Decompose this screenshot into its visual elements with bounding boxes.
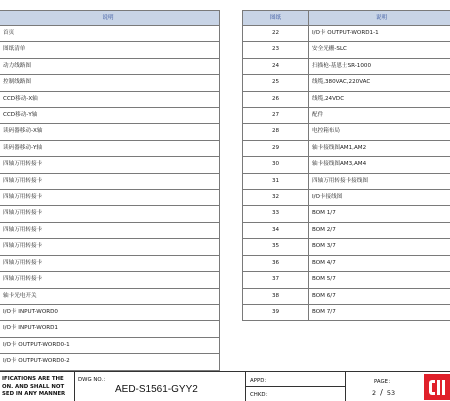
- right-row-drawing-number: 23: [243, 42, 309, 58]
- company-logo-icon: [424, 374, 450, 400]
- dwg-number-value: AED-S1561-GYY2: [115, 384, 198, 395]
- right-row-drawing-number: 27: [243, 108, 309, 124]
- right-row-description: 轴卡接线图AM1,AM2: [309, 140, 450, 156]
- right-table-row: [243, 108, 450, 124]
- right-header-drawing: 图纸: [243, 11, 309, 26]
- left-row-description: CCD移动-Y轴: [0, 108, 220, 124]
- disclaimer-text: [2, 376, 65, 399]
- right-row-description: 轴卡接线图AM3,AM4: [309, 157, 450, 173]
- right-row-description: I/O卡 OUTPUT-WORD1-1: [309, 26, 450, 42]
- left-row-description: 四轴万用转接卡: [0, 272, 220, 288]
- left-table-row: [0, 157, 220, 173]
- right-table-row: [243, 173, 450, 189]
- left-row-description: 四轴万用转接卡: [0, 239, 220, 255]
- right-table-row: [243, 222, 450, 238]
- right-row-description: 四轴万用转接卡接线图: [309, 173, 450, 189]
- left-table-row: [0, 173, 220, 189]
- right-table-row: [243, 58, 450, 74]
- right-table-row: [243, 124, 450, 140]
- right-row-drawing-number: 30: [243, 157, 309, 173]
- left-table-row: [0, 206, 220, 222]
- left-row-description: 四轴万用转接卡: [0, 222, 220, 238]
- left-row-description: I/O卡 INPUT-WORD0: [0, 304, 220, 320]
- right-row-drawing-number: 32: [243, 190, 309, 206]
- right-row-drawing-number: 31: [243, 173, 309, 189]
- right-row-description: BOM 2/7: [309, 222, 450, 238]
- right-row-drawing-number: 39: [243, 304, 309, 320]
- left-table-row: [0, 288, 220, 304]
- page-number: [372, 388, 395, 397]
- right-table-row: [243, 255, 450, 271]
- right-table-row: [243, 239, 450, 255]
- right-row-description: BOM 7/7: [309, 304, 450, 320]
- left-table-row: [0, 354, 220, 370]
- right-table-row: [243, 272, 450, 288]
- right-row-drawing-number: 22: [243, 26, 309, 42]
- right-table-row: [243, 42, 450, 58]
- right-table-row: [243, 288, 450, 304]
- left-table-row: [0, 272, 220, 288]
- left-row-description: CCD移动-X轴: [0, 91, 220, 107]
- right-row-description: 电控箱布局: [309, 124, 450, 140]
- chkd-label: CHKD：: [250, 390, 271, 398]
- dwg-number-cell: [74, 372, 238, 401]
- left-table-row: [0, 337, 220, 353]
- left-row-description: 四轴万用转接卡: [0, 173, 220, 189]
- right-table-row: [243, 304, 450, 320]
- left-row-description: 四轴万用转接卡: [0, 206, 220, 222]
- right-row-drawing-number: 38: [243, 288, 309, 304]
- right-row-drawing-number: 35: [243, 239, 309, 255]
- right-drawing-index-table: [242, 10, 450, 321]
- left-row-description: I/O卡 OUTPUT-WORD0-2: [0, 354, 220, 370]
- right-row-drawing-number: 37: [243, 272, 309, 288]
- left-row-description: 控制线路图: [0, 75, 220, 91]
- left-table-row: [0, 42, 220, 58]
- right-row-description: I/O卡接线图: [309, 190, 450, 206]
- left-row-description: I/O卡 INPUT-WORD1: [0, 321, 220, 337]
- right-table-row: [243, 190, 450, 206]
- left-table-row: [0, 58, 220, 74]
- left-table-row: [0, 108, 220, 124]
- left-table-row: [0, 190, 220, 206]
- right-row-description: 线缆,24VDC: [309, 91, 450, 107]
- right-row-drawing-number: 29: [243, 140, 309, 156]
- page-label: PAGE：: [374, 377, 393, 385]
- right-row-description: BOM 4/7: [309, 255, 450, 271]
- page-cell: [345, 372, 422, 401]
- left-table-row: [0, 91, 220, 107]
- right-row-description: 扫描枪-基恩士SR-1000: [309, 58, 450, 74]
- left-table-row: [0, 321, 220, 337]
- disclaimer-line: ON. AND SHALL NOT: [2, 384, 65, 392]
- left-table-row: [0, 75, 220, 91]
- right-table-row: [243, 157, 450, 173]
- left-row-description: 读码器移动-Y轴: [0, 140, 220, 156]
- right-row-drawing-number: 25: [243, 75, 309, 91]
- disclaimer-line: IFICATIONS ARE THE: [2, 376, 65, 384]
- right-row-description: BOM 1/7: [309, 206, 450, 222]
- right-row-drawing-number: 34: [243, 222, 309, 238]
- left-row-description: 四轴万用转接卡: [0, 255, 220, 271]
- right-table-row: [243, 140, 450, 156]
- right-row-drawing-number: 24: [243, 58, 309, 74]
- left-table-row: [0, 124, 220, 140]
- left-row-description: 动力线路图: [0, 58, 220, 74]
- left-drawing-index-table: [0, 10, 220, 371]
- approval-cell: [245, 372, 346, 401]
- left-row-description: 读码器移动-X轴: [0, 124, 220, 140]
- left-table-row: [0, 255, 220, 271]
- left-row-description: 首页: [0, 26, 220, 42]
- left-table-row: [0, 239, 220, 255]
- right-row-description: 配件: [309, 108, 450, 124]
- page-current: 2: [372, 389, 376, 397]
- left-table-row: [0, 26, 220, 42]
- right-row-drawing-number: 28: [243, 124, 309, 140]
- right-table-row: [243, 75, 450, 91]
- left-table-row: [0, 222, 220, 238]
- right-row-description: 安全光栅-SLC: [309, 42, 450, 58]
- left-row-description: 四轴万用转接卡: [0, 190, 220, 206]
- left-row-description: I/O卡 OUTPUT-WORD0-1: [0, 337, 220, 353]
- right-row-description: 线缆,380VAC,220VAC: [309, 75, 450, 91]
- left-table-row: [0, 140, 220, 156]
- left-row-description: 四轴万用转接卡: [0, 157, 220, 173]
- right-table-row: [243, 91, 450, 107]
- right-row-description: BOM 5/7: [309, 272, 450, 288]
- right-row-description: BOM 6/7: [309, 288, 450, 304]
- right-header-description: 说明: [309, 11, 450, 26]
- right-table-row: [243, 26, 450, 42]
- left-table-row: [0, 304, 220, 320]
- right-row-drawing-number: 36: [243, 255, 309, 271]
- page-total: 53: [387, 389, 395, 397]
- dwg-number-label: DWG NO.：: [78, 375, 109, 383]
- left-header-description: 说明: [0, 11, 220, 26]
- title-block: [0, 371, 450, 401]
- right-row-drawing-number: 33: [243, 206, 309, 222]
- right-row-drawing-number: 26: [243, 91, 309, 107]
- disclaimer-line: SED IN ANY MANNER: [2, 391, 65, 399]
- right-row-description: BOM 3/7: [309, 239, 450, 255]
- left-row-description: 轴卡光电开关: [0, 288, 220, 304]
- page-separator: /: [380, 388, 383, 397]
- left-row-description: 图纸清单: [0, 42, 220, 58]
- right-table-row: [243, 206, 450, 222]
- right-table-header-row: [243, 11, 450, 26]
- appd-label: APPD：: [250, 376, 270, 384]
- left-table-header-row: [0, 11, 220, 26]
